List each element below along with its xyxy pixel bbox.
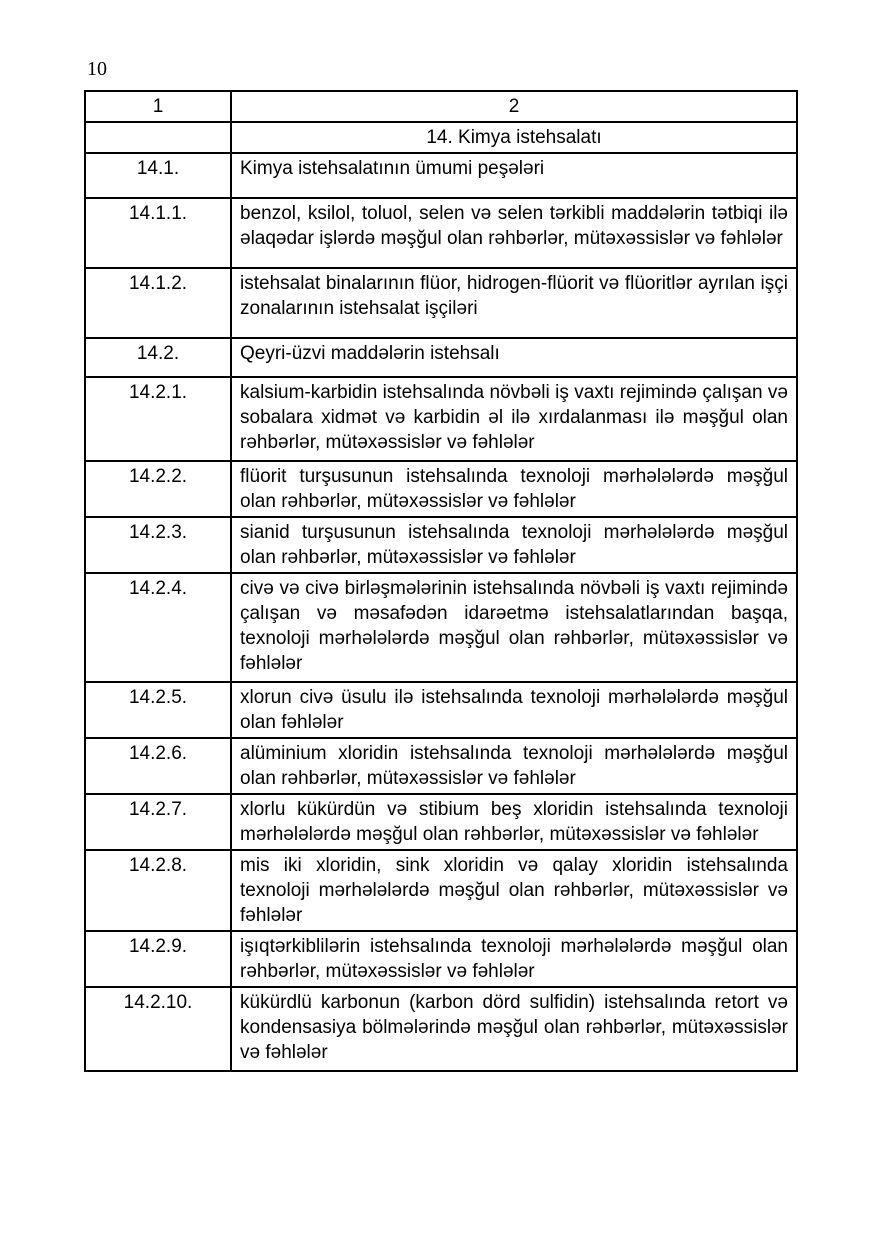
row-number: 14.2.5. [85, 682, 231, 738]
row-description: xlorlu kükürdün və stibium beş xloridin istehsalında texnoloji mərhələlərdə məşğul olan rəhbərlər, mütəxəssislər və fəhlələr [231, 794, 797, 850]
row-description: kükürdlü karbonun (karbon dörd sulfidin) istehsalında retort və kondensasiya bölmələrində məşğul olan rəhbərlər, mütəxəssislər və fəhlələr [231, 987, 797, 1071]
table-row [85, 573, 797, 682]
row-number: 14.2.8. [85, 850, 231, 931]
row-number: 14.1.2. [85, 268, 231, 338]
row-description: istehsalat binalarının flüor, hidrogen-flüorit və flüoritlər ayrılan işçi zonalarının istehsalat işçiləri [231, 268, 797, 338]
table-row [85, 987, 797, 1071]
page-number: 10 [87, 58, 107, 80]
row-description: civə və civə birləşmələrinin istehsalında növbəli iş vaxtı rejimində çalışan və məsafədən idarəetmə istehsalatlarından başqa, texnoloji mərhələlərdə məşğul olan rəhbərlər, mütəxəssislər və fəhlələr [231, 573, 797, 682]
row-number: 14.1.1. [85, 198, 231, 268]
section-title-row [85, 122, 797, 153]
row-number: 14.2.3. [85, 517, 231, 573]
table-header-row [85, 91, 797, 122]
section-title: 14. Kimya istehsalatı [231, 122, 797, 153]
row-description: flüorit turşusunun istehsalında texnoloji mərhələlərdə məşğul olan rəhbərlər, mütəxəssislər və fəhlələr [231, 461, 797, 517]
table-row [85, 268, 797, 338]
row-description: Kimya istehsalatının ümumi peşələri [231, 153, 797, 198]
section-empty-cell [85, 122, 231, 153]
table-row [85, 377, 797, 461]
row-description: benzol, ksilol, toluol, selen və selen tərkibli maddələrin tətbiqi ilə əlaqədar işlərdə məşğul olan rəhbərlər, mütəxəssislər və fəhlələr [231, 198, 797, 268]
table-row [85, 517, 797, 573]
row-number: 14.2.9. [85, 931, 231, 987]
column-header-1: 1 [85, 91, 231, 122]
table-row [85, 461, 797, 517]
column-header-2: 2 [231, 91, 797, 122]
row-description: mis iki xloridin, sink xloridin və qalay xloridin istehsalında texnoloji mərhələlərdə məşğul olan rəhbərlər, mütəxəssislər və fəhlələr [231, 850, 797, 931]
row-number: 14.2.1. [85, 377, 231, 461]
table-row [85, 850, 797, 931]
row-number: 14.1. [85, 153, 231, 198]
row-description: sianid turşusunun istehsalında texnoloji mərhələlərdə məşğul olan rəhbərlər, mütəxəssislər və fəhlələr [231, 517, 797, 573]
row-number: 14.2.7. [85, 794, 231, 850]
row-number: 14.2.6. [85, 738, 231, 794]
table-row [85, 794, 797, 850]
row-description: alüminium xloridin istehsalında texnoloji mərhələlərdə məşğul olan rəhbərlər, mütəxəssislər və fəhlələr [231, 738, 797, 794]
row-description: işıqtərkiblilərin istehsalında texnoloji mərhələlərdə məşğul olan rəhbərlər, mütəxəssislər və fəhlələr [231, 931, 797, 987]
professions-table [84, 90, 798, 1072]
table-row [85, 738, 797, 794]
row-number: 14.2.10. [85, 987, 231, 1071]
table-row [85, 338, 797, 377]
row-description: kalsium-karbidin istehsalında növbəli iş vaxtı rejimində çalışan və sobalara xidmət və karbidin əl ilə xırdalanması ilə məşğul olan rəhbərlər, mütəxəssislər və fəhlələr [231, 377, 797, 461]
row-number: 14.2.4. [85, 573, 231, 682]
row-number: 14.2. [85, 338, 231, 377]
table-row [85, 682, 797, 738]
table-row [85, 153, 797, 198]
row-description: xlorun civə üsulu ilə istehsalında texnoloji mərhələlərdə məşğul olan fəhlələr [231, 682, 797, 738]
table-row [85, 198, 797, 268]
row-description: Qeyri-üzvi maddələrin istehsalı [231, 338, 797, 377]
table-row [85, 931, 797, 987]
row-number: 14.2.2. [85, 461, 231, 517]
